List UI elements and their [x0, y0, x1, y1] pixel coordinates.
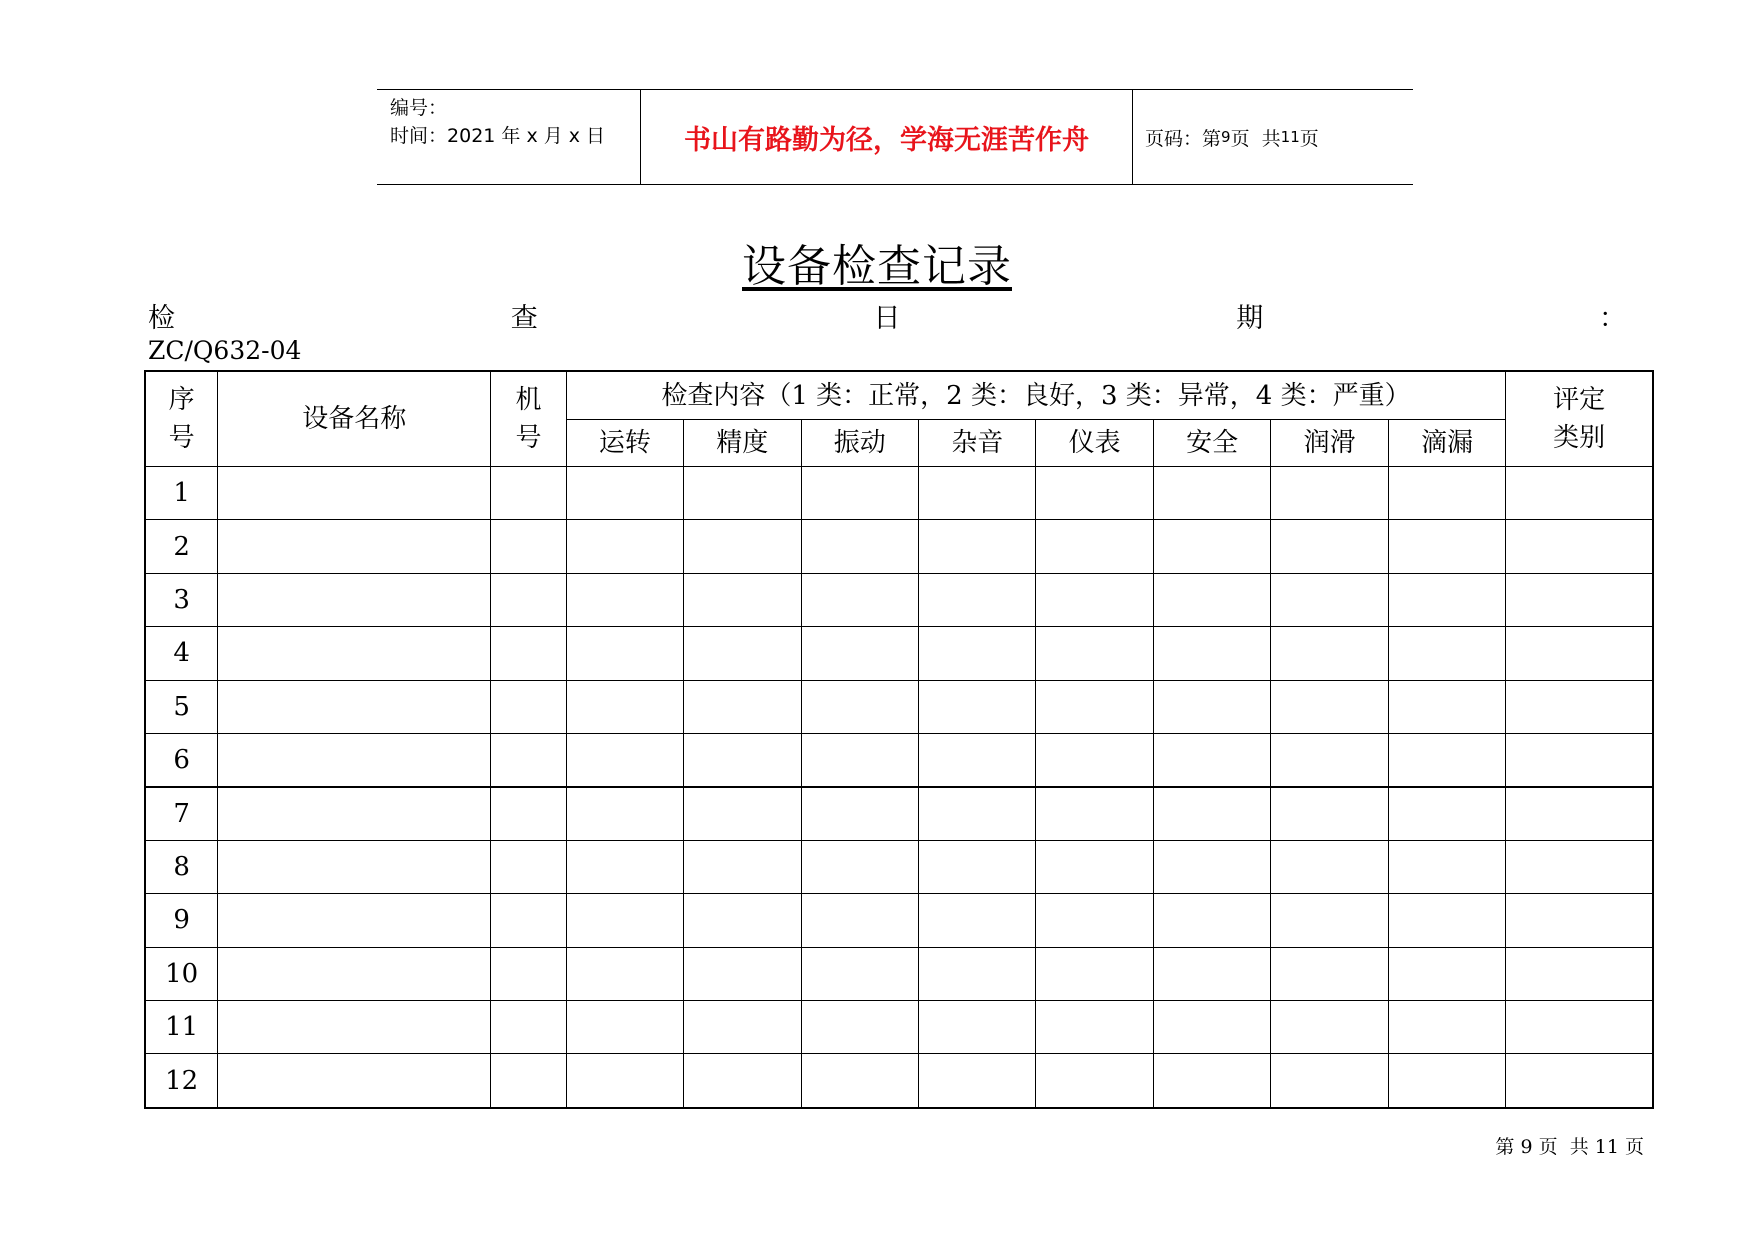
entry-cell[interactable]: [801, 1001, 918, 1054]
entry-cell[interactable]: [1036, 734, 1153, 787]
entry-cell[interactable]: [1388, 520, 1506, 573]
entry-cell[interactable]: [1036, 520, 1153, 573]
entry-cell[interactable]: [1388, 1001, 1506, 1054]
entry-cell[interactable]: [491, 467, 566, 520]
entry-cell[interactable]: [1036, 1001, 1153, 1054]
entry-cell[interactable]: [801, 947, 918, 1000]
entry-cell[interactable]: [1271, 734, 1388, 787]
entry-cell[interactable]: [1388, 787, 1506, 840]
entry-cell[interactable]: [491, 840, 566, 893]
header-equipment-name: 设备名称: [218, 372, 491, 467]
page-end: 页: [1299, 127, 1319, 150]
entry-cell[interactable]: [218, 734, 491, 787]
page-title: 设备检查记录: [742, 241, 1012, 292]
entry-cell[interactable]: [566, 947, 683, 1000]
subheader-operation: 运转: [566, 420, 683, 467]
entry-cell[interactable]: [1506, 734, 1653, 787]
table-row: [146, 787, 1653, 840]
entry-cell[interactable]: [491, 627, 566, 680]
entry-cell[interactable]: [1271, 467, 1388, 520]
entry-cell[interactable]: [918, 1001, 1035, 1054]
entry-cell[interactable]: [1271, 1054, 1388, 1108]
entry-cell[interactable]: [684, 680, 801, 733]
entry-cell[interactable]: [491, 680, 566, 733]
table-row: [146, 680, 1653, 733]
table-row: [146, 1001, 1653, 1054]
entry-cell[interactable]: [218, 894, 491, 947]
entry-cell[interactable]: [1153, 787, 1270, 840]
header-rating: [1506, 372, 1653, 467]
subheader-safety: 安全: [1153, 420, 1270, 467]
entry-cell[interactable]: [1036, 573, 1153, 626]
entry-cell[interactable]: [1036, 894, 1153, 947]
entry-cell[interactable]: [918, 1054, 1035, 1108]
entry-cell[interactable]: [1271, 627, 1388, 680]
inspection-table: [145, 371, 1653, 1108]
entry-cell[interactable]: [218, 467, 491, 520]
entry-cell[interactable]: [684, 947, 801, 1000]
header-seq: [146, 372, 218, 467]
entry-cell[interactable]: [1153, 573, 1270, 626]
entry-cell[interactable]: [1388, 467, 1506, 520]
entry-cell[interactable]: [1036, 787, 1153, 840]
form-code: ZC/Q632-04: [148, 336, 302, 365]
row-seq: 6: [146, 734, 218, 787]
entry-cell[interactable]: [218, 1001, 491, 1054]
entry-cell[interactable]: [801, 680, 918, 733]
entry-cell[interactable]: [1506, 467, 1653, 520]
entry-cell[interactable]: [918, 840, 1035, 893]
entry-cell[interactable]: [1153, 627, 1270, 680]
entry-cell[interactable]: [801, 573, 918, 626]
entry-cell[interactable]: [1271, 947, 1388, 1000]
inspection-date-line: [148, 296, 1626, 335]
table-row: [146, 1054, 1653, 1108]
entry-cell[interactable]: [491, 947, 566, 1000]
document-header: [377, 89, 1413, 185]
entry-cell[interactable]: [684, 520, 801, 573]
date-char: 查: [510, 303, 538, 334]
entry-cell[interactable]: [684, 787, 801, 840]
entry-cell[interactable]: [1271, 680, 1388, 733]
footer-suffix: 页: [1624, 1136, 1644, 1158]
entry-cell[interactable]: [801, 840, 918, 893]
entry-cell[interactable]: [1036, 840, 1153, 893]
entry-cell[interactable]: [918, 680, 1035, 733]
entry-cell[interactable]: [918, 520, 1035, 573]
page-current: 9: [1221, 128, 1231, 146]
number-label: 编号：: [390, 97, 448, 119]
entry-cell[interactable]: [1153, 520, 1270, 573]
entry-cell[interactable]: [566, 894, 683, 947]
date-char: 期: [1236, 303, 1264, 334]
entry-cell[interactable]: [566, 467, 683, 520]
row-seq: 9: [146, 894, 218, 947]
page-title-wrap: [0, 230, 1754, 294]
header-machine-line: 机: [515, 385, 542, 415]
subheader-precision: 精度: [684, 420, 801, 467]
entry-cell[interactable]: [566, 627, 683, 680]
footer-mid: 页 共: [1538, 1136, 1589, 1158]
time-value: 2021 年 x 月 x 日: [447, 125, 606, 147]
entry-cell[interactable]: [1036, 467, 1153, 520]
entry-cell[interactable]: [218, 680, 491, 733]
entry-cell[interactable]: [491, 1054, 566, 1108]
entry-cell[interactable]: [1388, 840, 1506, 893]
entry-cell[interactable]: [1506, 787, 1653, 840]
entry-cell[interactable]: [684, 467, 801, 520]
entry-cell[interactable]: [1153, 734, 1270, 787]
entry-cell[interactable]: [1271, 787, 1388, 840]
table-row: [146, 734, 1653, 787]
entry-cell[interactable]: [1271, 573, 1388, 626]
entry-cell[interactable]: [1388, 734, 1506, 787]
entry-cell[interactable]: [918, 947, 1035, 1000]
entry-cell[interactable]: [218, 787, 491, 840]
entry-cell[interactable]: [1036, 1054, 1153, 1108]
subheader-leakage: 滴漏: [1388, 420, 1506, 467]
entry-cell[interactable]: [801, 467, 918, 520]
entry-cell[interactable]: [918, 787, 1035, 840]
entry-cell[interactable]: [801, 734, 918, 787]
entry-cell[interactable]: [1506, 840, 1653, 893]
entry-cell[interactable]: [491, 1001, 566, 1054]
entry-cell[interactable]: [918, 734, 1035, 787]
time-label: 时间：: [390, 125, 448, 147]
entry-cell[interactable]: [684, 894, 801, 947]
entry-cell[interactable]: [566, 1054, 683, 1108]
row-seq: 12: [146, 1054, 218, 1108]
entry-cell[interactable]: [684, 840, 801, 893]
entry-cell[interactable]: [801, 894, 918, 947]
entry-cell[interactable]: [684, 1001, 801, 1054]
entry-cell[interactable]: [684, 627, 801, 680]
entry-cell[interactable]: [1036, 947, 1153, 1000]
entry-cell[interactable]: [566, 1001, 683, 1054]
table-row: [146, 573, 1653, 626]
entry-cell[interactable]: [918, 573, 1035, 626]
entry-cell[interactable]: [491, 787, 566, 840]
entry-cell[interactable]: [1036, 627, 1153, 680]
header-page-info: [1133, 90, 1413, 184]
entry-cell[interactable]: [918, 894, 1035, 947]
entry-cell[interactable]: [1388, 680, 1506, 733]
entry-cell[interactable]: [218, 840, 491, 893]
entry-cell[interactable]: [566, 840, 683, 893]
entry-cell[interactable]: [1388, 894, 1506, 947]
row-seq: 2: [146, 520, 218, 573]
table-row: [146, 627, 1653, 680]
entry-cell[interactable]: [566, 787, 683, 840]
table-body: [146, 467, 1653, 1108]
entry-cell[interactable]: [801, 627, 918, 680]
entry-cell[interactable]: [1153, 680, 1270, 733]
entry-cell[interactable]: [801, 787, 918, 840]
entry-cell[interactable]: [1153, 1054, 1270, 1108]
header-meta: [377, 90, 641, 184]
entry-cell[interactable]: [918, 627, 1035, 680]
page-label: 页码：第: [1145, 127, 1222, 150]
entry-cell[interactable]: [1506, 627, 1653, 680]
header-machine-line: 号: [515, 423, 542, 453]
entry-cell[interactable]: [491, 573, 566, 626]
entry-cell[interactable]: [1388, 627, 1506, 680]
entry-cell[interactable]: [566, 520, 683, 573]
table-row: [146, 520, 1653, 573]
entry-cell[interactable]: [1388, 1054, 1506, 1108]
entry-cell[interactable]: [1506, 520, 1653, 573]
date-char: 日: [873, 303, 901, 334]
subheader-lubrication: 润滑: [1271, 420, 1388, 467]
table-row: [146, 467, 1653, 520]
entry-cell[interactable]: [218, 520, 491, 573]
page-footer: [1495, 1132, 1644, 1159]
header-seq-line: 序: [168, 385, 195, 415]
entry-cell[interactable]: [1506, 947, 1653, 1000]
date-char: ：: [1599, 303, 1626, 334]
entry-cell[interactable]: [566, 680, 683, 733]
row-seq: 4: [146, 627, 218, 680]
header-inspection-content: 检查内容（1 类：正常，2 类：良好，3 类：异常，4 类：严重）: [566, 372, 1506, 420]
entry-cell[interactable]: [1271, 894, 1388, 947]
header-rating-line: 类别: [1553, 423, 1606, 453]
date-char: 检: [148, 303, 175, 334]
entry-cell[interactable]: [1506, 573, 1653, 626]
row-seq: 5: [146, 680, 218, 733]
entry-cell[interactable]: [801, 520, 918, 573]
entry-cell[interactable]: [1388, 947, 1506, 1000]
subheader-noise: 杂音: [918, 420, 1035, 467]
entry-cell[interactable]: [218, 573, 491, 626]
header-slogan: 书山有路勤为径，学海无涯苦作舟: [641, 90, 1133, 184]
entry-cell[interactable]: [218, 1054, 491, 1108]
header-machine-no: [491, 372, 566, 467]
entry-cell[interactable]: [1153, 467, 1270, 520]
table-row: [146, 947, 1653, 1000]
entry-cell[interactable]: [1153, 894, 1270, 947]
row-seq: 3: [146, 573, 218, 626]
entry-cell[interactable]: [566, 734, 683, 787]
entry-cell[interactable]: [1271, 840, 1388, 893]
entry-cell[interactable]: [1506, 894, 1653, 947]
header-seq-line: 号: [168, 423, 195, 453]
row-seq: 7: [146, 787, 218, 840]
row-seq: 10: [146, 947, 218, 1000]
entry-cell[interactable]: [218, 947, 491, 1000]
subheader-instrument: 仪表: [1036, 420, 1153, 467]
entry-cell[interactable]: [1506, 680, 1653, 733]
entry-cell[interactable]: [1388, 573, 1506, 626]
subheader-vibration: 振动: [801, 420, 918, 467]
entry-cell[interactable]: [1036, 680, 1153, 733]
entry-cell[interactable]: [1153, 840, 1270, 893]
page-mid: 页 共: [1230, 127, 1281, 150]
entry-cell[interactable]: [491, 520, 566, 573]
entry-cell[interactable]: [801, 1054, 918, 1108]
row-seq: 8: [146, 840, 218, 893]
entry-cell[interactable]: [1153, 1001, 1270, 1054]
footer-prefix: 第: [1495, 1136, 1515, 1158]
entry-cell[interactable]: [491, 894, 566, 947]
entry-cell[interactable]: [1271, 520, 1388, 573]
entry-cell[interactable]: [1506, 1001, 1653, 1054]
row-seq: 1: [146, 467, 218, 520]
page-total: 11: [1280, 128, 1300, 146]
entry-cell[interactable]: [1506, 1054, 1653, 1108]
row-seq: 11: [146, 1001, 218, 1054]
table-row: [146, 840, 1653, 893]
table-row: [146, 894, 1653, 947]
entry-cell[interactable]: [1153, 947, 1270, 1000]
footer-total: 11: [1594, 1136, 1619, 1158]
time-line: [390, 122, 640, 150]
entry-cell[interactable]: [1271, 1001, 1388, 1054]
entry-cell[interactable]: [218, 627, 491, 680]
entry-cell[interactable]: [566, 573, 683, 626]
entry-cell[interactable]: [684, 734, 801, 787]
entry-cell[interactable]: [918, 467, 1035, 520]
entry-cell[interactable]: [491, 734, 566, 787]
entry-cell[interactable]: [684, 573, 801, 626]
entry-cell[interactable]: [684, 1054, 801, 1108]
header-rating-line: 评定: [1553, 385, 1606, 415]
footer-current: 9: [1520, 1136, 1533, 1158]
